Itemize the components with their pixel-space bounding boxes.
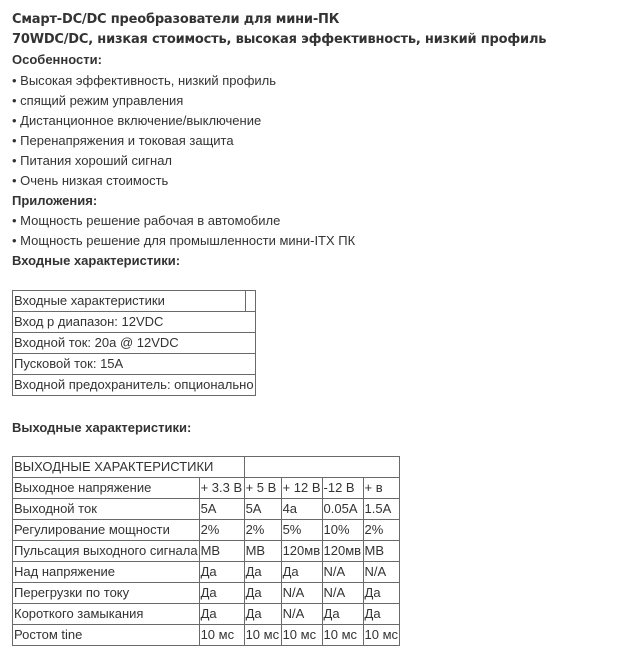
table-row xyxy=(13,312,256,333)
table-cell: Да xyxy=(244,604,281,625)
applications-heading: Приложения: xyxy=(12,193,98,208)
table-cell: Да xyxy=(244,562,281,583)
table-cell: 10% xyxy=(322,520,363,541)
table-cell: 10 мс xyxy=(322,625,363,646)
output-specs-table xyxy=(12,456,400,646)
page-subtitle: 70WDC/DC, низкая стоимость, высокая эффективность, низкий профиль xyxy=(12,32,547,47)
table-cell: Да xyxy=(322,604,363,625)
table-cell: 5% xyxy=(281,520,322,541)
table-cell: N/A xyxy=(363,562,400,583)
table-cell: 10 мс xyxy=(363,625,400,646)
table-cell: МВ xyxy=(199,541,244,562)
table-cell: 2% xyxy=(244,520,281,541)
output-table-header: ВЫХОДНЫЕ ХАРАКТЕРИСТИКИ xyxy=(13,457,245,478)
table-cell: 4а xyxy=(281,499,322,520)
table-cell: + в xyxy=(363,478,400,499)
features-heading: Особенности: xyxy=(12,52,102,67)
table-cell: 2% xyxy=(199,520,244,541)
table-cell: МВ xyxy=(363,541,400,562)
row-label: Регулирование мощности xyxy=(13,520,200,541)
table-cell: 10 мс xyxy=(281,625,322,646)
table-cell: Да xyxy=(281,562,322,583)
table-cell: 5A xyxy=(244,499,281,520)
table-cell: 2% xyxy=(363,520,400,541)
table-cell: 10 мс xyxy=(244,625,281,646)
application-item: • Мощность решение для промышленности мини-ITX ПК xyxy=(12,233,356,248)
table-cell: Да xyxy=(199,583,244,604)
row-label: Короткого замыкания xyxy=(13,604,200,625)
table-cell: 10 мс xyxy=(199,625,244,646)
feature-item: • спящий режим управления xyxy=(12,93,184,108)
table-cell: Вход р диапазон: 12VDC xyxy=(13,312,256,333)
table-row xyxy=(13,291,256,312)
table-cell: N/A xyxy=(322,562,363,583)
row-label: Ростом tine xyxy=(13,625,200,646)
table-cell: 1.5A xyxy=(363,499,400,520)
feature-item: • Дистанционное включение/выключение xyxy=(12,113,262,128)
table-row xyxy=(13,354,256,375)
feature-item: • Питания хороший сигнал xyxy=(12,153,173,168)
table-row xyxy=(13,583,400,604)
table-row xyxy=(13,562,400,583)
table-cell: МВ xyxy=(244,541,281,562)
table-row xyxy=(13,478,400,499)
table-cell: N/A xyxy=(322,583,363,604)
table-cell: Да xyxy=(199,562,244,583)
table-row xyxy=(13,375,256,396)
feature-item: • Очень низкая стоимость xyxy=(12,173,169,188)
table-cell: Да xyxy=(363,604,400,625)
input-specs-table xyxy=(12,290,256,396)
input-heading: Входные характеристики: xyxy=(12,253,181,268)
table-cell: + 3.3 В xyxy=(199,478,244,499)
table-row xyxy=(13,604,400,625)
table-cell xyxy=(246,291,255,312)
input-table-header: Входные характеристики xyxy=(13,291,246,312)
table-cell: Да xyxy=(244,583,281,604)
table-cell: -12 В xyxy=(322,478,363,499)
table-cell: 0.05A xyxy=(322,499,363,520)
table-cell: N/A xyxy=(281,604,322,625)
table-cell: N/A xyxy=(281,583,322,604)
table-row xyxy=(13,520,400,541)
table-row xyxy=(13,333,256,354)
table-cell: + 5 В xyxy=(244,478,281,499)
table-row xyxy=(13,457,400,478)
table-cell: Пусковой ток: 15А xyxy=(13,354,256,375)
page-title: Смарт-DC/DC преобразователи для мини-ПК xyxy=(12,12,340,27)
row-label: Выходное напряжение xyxy=(13,478,200,499)
table-cell xyxy=(244,457,399,478)
table-cell: + 12 В xyxy=(281,478,322,499)
table-row xyxy=(13,499,400,520)
row-label: Перегрузки по току xyxy=(13,583,200,604)
table-cell: Да xyxy=(199,604,244,625)
row-label: Пульсация выходного сигнала xyxy=(13,541,200,562)
feature-item: • Перенапряжения и токовая защита xyxy=(12,133,234,148)
table-cell: 5A xyxy=(199,499,244,520)
table-cell: Да xyxy=(363,583,400,604)
table-cell: 120мв xyxy=(281,541,322,562)
table-cell: Входной предохранитель: опционально xyxy=(13,375,256,396)
row-label: Над напряжение xyxy=(13,562,200,583)
table-row xyxy=(13,541,400,562)
application-item: • Мощность решение рабочая в автомобиле xyxy=(12,213,281,228)
table-cell: Входной ток: 20а @ 12VDC xyxy=(13,333,256,354)
output-heading: Выходные характеристики: xyxy=(12,420,192,435)
table-row xyxy=(13,625,400,646)
row-label: Выходной ток xyxy=(13,499,200,520)
feature-item: • Высокая эффективность, низкий профиль xyxy=(12,73,277,88)
table-cell: 120мв xyxy=(322,541,363,562)
